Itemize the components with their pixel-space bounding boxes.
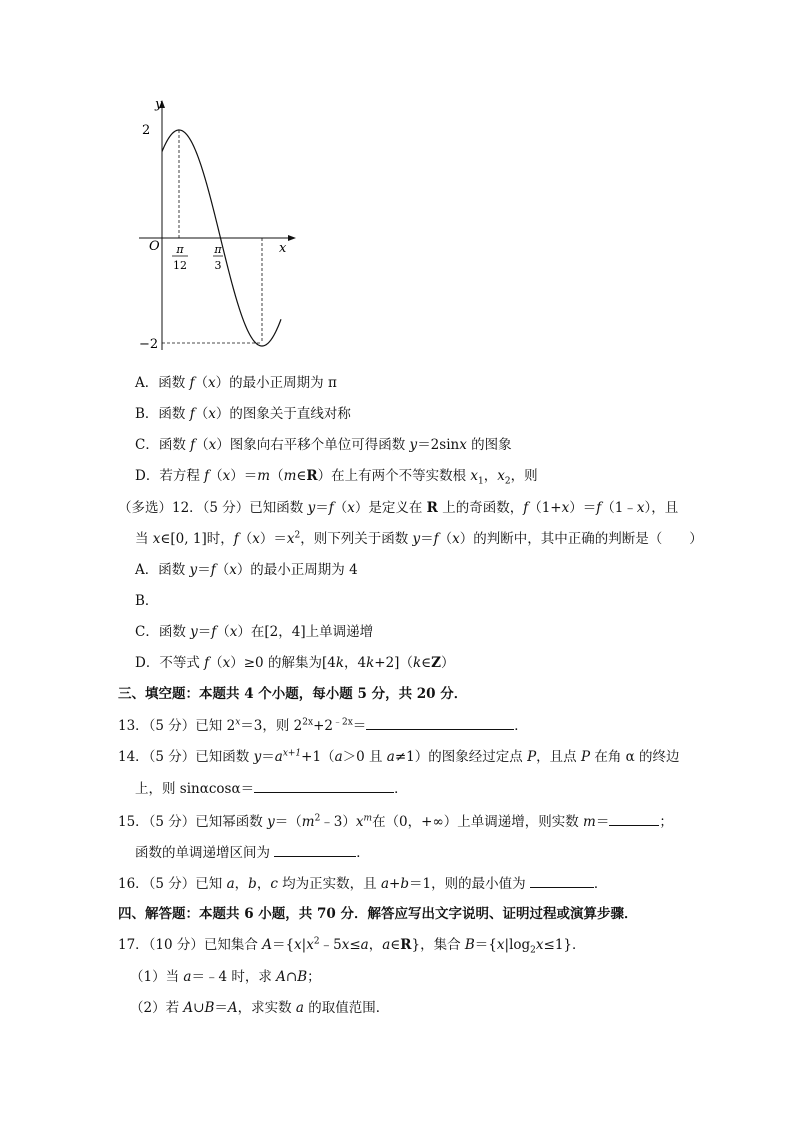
- q15-interval-answer-blank[interactable]: [274, 843, 356, 857]
- y-min-label: −2: [139, 337, 159, 352]
- q17-part2: （2）若 A∪B＝A，求实数 a 的取值范围．: [130, 1000, 390, 1016]
- tick-pi12-numerator: π: [176, 243, 184, 256]
- section4-heading: 四、解答题：本题共 6 小题，共 70 分．解答应写出文字说明、证明过程或演算步骤．: [118, 906, 638, 922]
- q12-stem-line2: 当 x∈[0, 1]时，$f(x)=x^2$，则下列关于函数 y＝f（x）的判断中，其中正确的判断是（ ）: [135, 530, 703, 547]
- q12-option-b: B．: [135, 593, 159, 609]
- q17-part1: （1）当 a＝﹣4 时，求 A∩B；: [130, 969, 321, 985]
- q11-option-d: D．若方程 f（x）＝m（m∈R）在上有两个不等实数根 $x_1$，$x_2$，则: [135, 468, 538, 487]
- q12-option-a: A．函数 y＝f（x）的最小正周期为 4: [135, 562, 358, 578]
- q12-option-c: C．函数 y＝f（x）在[2，4]上单调递增: [135, 624, 374, 640]
- origin-label: O: [149, 239, 160, 254]
- q12-stem-line1: （多选）12．（5 分）已知函数 y＝f（x）是定义在 R 上的奇函数，f（1+x）＝f（1﹣x），且: [118, 500, 679, 516]
- q15-m-answer-blank[interactable]: [609, 812, 659, 826]
- x-axis-arrow: [288, 235, 296, 241]
- q14-line2: 上，则 sinαcosα＝ ．: [135, 781, 408, 797]
- tick-pi3-numerator: π: [214, 243, 222, 256]
- q15-line1: 15．（5 分）已知幂函数 $y=(m^2﹣3)x^m$在（0，+∞）上单调递增，则实数 m＝ ；: [118, 813, 673, 830]
- q12-option-d: D．不等式 f（x）≥0 的解集为[4k，4k+2]（k∈Z）: [135, 655, 455, 671]
- q14-line1: 14．（5 分）已知函数 $y=a^{x+1}+1(a>0$ 且 a≠1）的图象经过定点 P，且点 P 在角 α 的终边: [118, 748, 680, 765]
- tick-pi12-denominator: 12: [173, 259, 187, 272]
- section3-heading: 三、填空题：本题共 4 个小题，每小题 5 分，共 20 分．: [118, 686, 468, 702]
- q15-line2: 函数的单调递增区间为 ．: [135, 845, 370, 861]
- q13: 13．（5 分）已知 $2^x=3$，则 $2^{2x}+2^{﹣2x}=$ ．: [118, 717, 528, 734]
- q16-answer-blank[interactable]: [530, 874, 594, 888]
- y-max-label: 2: [142, 123, 151, 138]
- sine-graph: [136, 92, 304, 357]
- q11-option-a: A．函数 f（x）的最小正周期为 π: [135, 375, 337, 391]
- tick-pi3-denominator: 3: [214, 259, 222, 272]
- y-axis-label: y: [155, 97, 163, 112]
- x-axis-label: x: [279, 241, 287, 256]
- q11-option-b: B．函数 f（x）的图象关于直线对称: [135, 406, 351, 422]
- q13-answer-blank[interactable]: [366, 716, 514, 730]
- q17-stem: 17．（10 分）已知集合 $A=\{x|x^2﹣5x\le a$，a∈R}，集合 $B=\{x|\log_2x\le 1\}$．: [118, 936, 586, 956]
- q16: 16．（5 分）已知 a，b，c 均为正实数，且 a+b＝1，则的最小值为 ．: [118, 876, 608, 892]
- q14-answer-blank[interactable]: [254, 779, 394, 793]
- q11-option-c: C．函数 f（x）图象向右平移个单位可得函数 y＝2sinx 的图象: [135, 437, 512, 453]
